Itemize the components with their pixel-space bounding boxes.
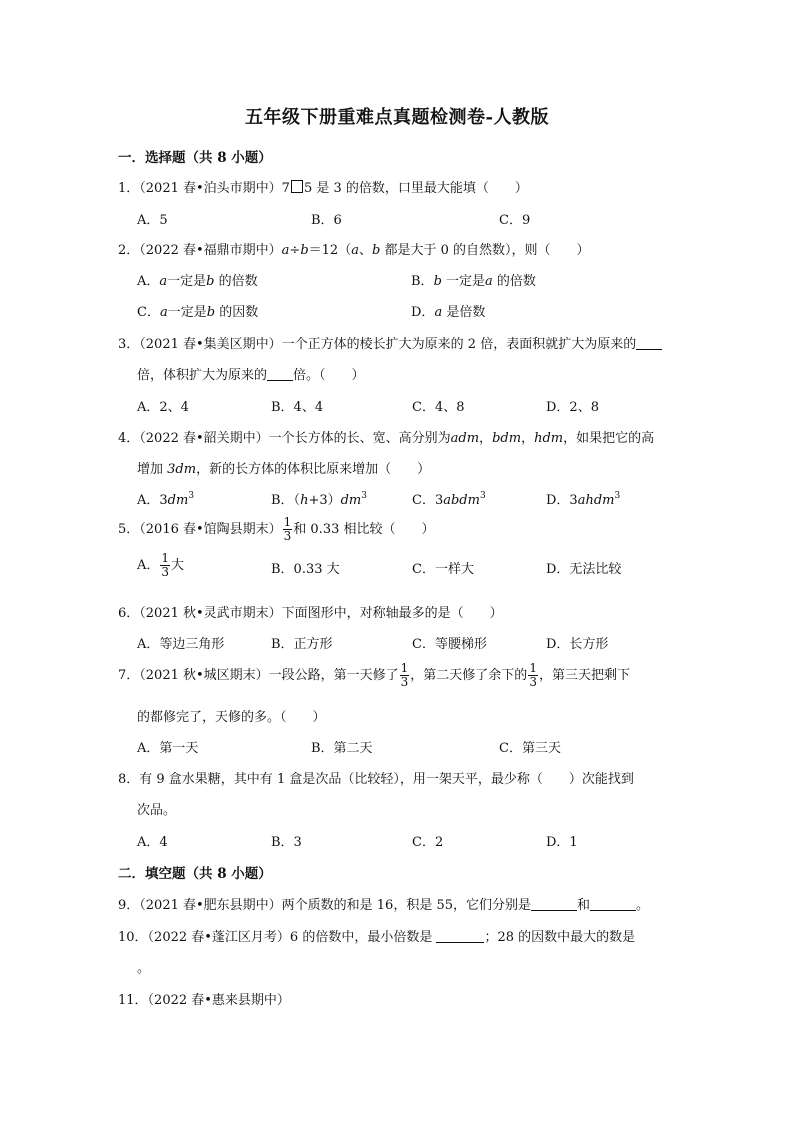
option-b[interactable]: B．第二天: [311, 741, 373, 756]
question-2-options-row1: [137, 270, 677, 292]
option-b[interactable]: B．b 一定是a 的倍数: [411, 274, 536, 289]
question-7-line-1: 7．（2021 秋•城区期末）一段公路，第一天修了 $\frac{1}{3}$ ，第二天修了余下的 $\frac{1}{3}$ ，第三天把剩下: [118, 661, 630, 689]
option-a[interactable]: A．2、4: [137, 400, 189, 415]
option-b[interactable]: B．$(h+3)dm^3$: [271, 491, 367, 508]
question-2-options-row2: [137, 301, 677, 323]
question-8-line-2: 次品。: [137, 803, 177, 818]
section-heading-choice: 一．选择题（共 8 小题）: [118, 150, 272, 166]
option-b[interactable]: B．正方形: [271, 637, 333, 652]
page-title: 五年级下册重难点真题检测卷-人教版: [245, 107, 549, 128]
option-a[interactable]: A．5: [137, 213, 168, 228]
option-d[interactable]: D．2、8: [546, 400, 599, 415]
question-10-line-1: 10．（2022 春•蓬江区月考）6 的倍数中，最小倍数是 ；28 的因数中最大的数是: [118, 930, 636, 945]
question-10-line-2: 。: [137, 961, 151, 976]
question-11: 11．（2022 春•惠来县期中）: [118, 993, 290, 1008]
option-d[interactable]: D．长方形: [546, 637, 609, 652]
option-c[interactable]: C．4、8: [412, 400, 465, 415]
option-b[interactable]: B．4、4: [271, 400, 324, 415]
option-c[interactable]: C．a一定是b 的因数: [137, 305, 259, 320]
question-5-options: [137, 551, 677, 580]
option-d[interactable]: D．3ahdm$^3$: [546, 491, 621, 508]
question-4-line-2: 增加 3dm，新的长方体的体积比原来增加（ ）: [137, 462, 431, 477]
answer-blank[interactable]: [531, 896, 577, 911]
fraction: $\frac{1}{3}$: [283, 515, 292, 543]
blank-box-icon: [291, 180, 303, 193]
question-2-number: 2．（2022 春•福鼎市期中）: [118, 243, 282, 258]
variable-a: a: [351, 243, 359, 258]
option-d[interactable]: D．1: [546, 835, 578, 850]
question-8-line-1: 8．有 9 盒水果糖，其中有 1 盒是次品（比较轻），用一架天平，最少称（ ）次能找到: [118, 772, 634, 787]
question-8-options: [137, 831, 677, 853]
fraction: $\frac{1}{3}$: [161, 551, 170, 579]
question-3-options: [137, 396, 677, 418]
separator: 、: [358, 243, 372, 258]
option-d[interactable]: D．无法比较: [546, 562, 622, 577]
condition-text: 都是大于 0 的自然数），则（ ）: [380, 243, 590, 258]
option-a[interactable]: A．第一天: [137, 741, 199, 756]
question-1-suffix: 5 是 3 的倍数，口里最大能填（ ）: [303, 181, 528, 196]
variable-b: b: [300, 243, 309, 258]
question-1: [118, 177, 678, 196]
variable-b: b: [371, 243, 381, 258]
option-b[interactable]: B．3: [271, 835, 302, 850]
option-c[interactable]: C．第三天: [499, 741, 561, 756]
question-7-line-2: 的都修完了，天修的多。（ ）: [137, 710, 326, 725]
option-a[interactable]: A．a一定是b 的倍数: [137, 274, 258, 289]
question-4-options: [137, 489, 677, 511]
answer-blank[interactable]: [590, 896, 636, 911]
question-9: 9．（2021 春•肥东县期中）两个质数的和是 16，积是 55，它们分别是 和 。: [118, 898, 650, 913]
option-a[interactable]: A．4: [137, 835, 168, 850]
question-7-options: [137, 737, 677, 759]
question-5: 5．（2016 春•馆陶县期末） $\frac{1}{3}$ 和 0.33 相比较（ ）: [118, 515, 435, 543]
variable-a: a: [281, 243, 290, 258]
question-6-options: [137, 633, 677, 655]
question-1-prefix: 1．（2021 春•泊头市期中）7: [118, 181, 290, 196]
option-a[interactable]: A．等边三角形: [137, 637, 225, 652]
answer-blank[interactable]: [436, 928, 484, 943]
section-heading-fill-in: 二．填空题（共 8 小题）: [118, 866, 272, 882]
option-c[interactable]: C．等腰梯形: [412, 637, 487, 652]
question-4-line-1: 4．（2022 春•韶关期中）一个长方体的长、宽、高分别为adm，bdm，hdm，如果把它的高: [118, 431, 655, 446]
option-c[interactable]: C．2: [412, 835, 444, 850]
fraction: $\frac{1}{3}$: [400, 661, 409, 689]
option-b[interactable]: B．6: [311, 213, 342, 228]
question-6: 6．（2021 秋•灵武市期末）下面图形中，对称轴最多的是（ ）: [118, 606, 503, 621]
option-c[interactable]: C．3abdm$^3$: [412, 491, 486, 508]
question-3-line-2: 倍，体积扩大为原来的 倍。（ ）: [137, 368, 365, 383]
option-c[interactable]: C．一样大: [412, 562, 474, 577]
option-b[interactable]: B．0.33 大: [271, 562, 340, 577]
option-a[interactable]: A． $\frac{1}{3}$ 大: [137, 551, 185, 579]
question-1-options: [137, 209, 677, 231]
option-c[interactable]: C．9: [499, 213, 531, 228]
divide-sign: ÷: [289, 243, 301, 258]
option-a[interactable]: A．$3dm^3$: [137, 491, 195, 508]
question-2: [118, 239, 678, 258]
equals-text: ＝12（: [308, 243, 352, 258]
answer-blank[interactable]: [636, 335, 662, 350]
fraction: $\frac{1}{3}$: [529, 661, 537, 689]
option-d[interactable]: D．a 是倍数: [411, 305, 486, 320]
question-3-line-1: 3．（2021 春•集美区期中）一个正方体的棱长扩大为原来的 2 倍，表面积就扩大为原来的: [118, 333, 678, 352]
answer-blank[interactable]: [267, 366, 293, 381]
